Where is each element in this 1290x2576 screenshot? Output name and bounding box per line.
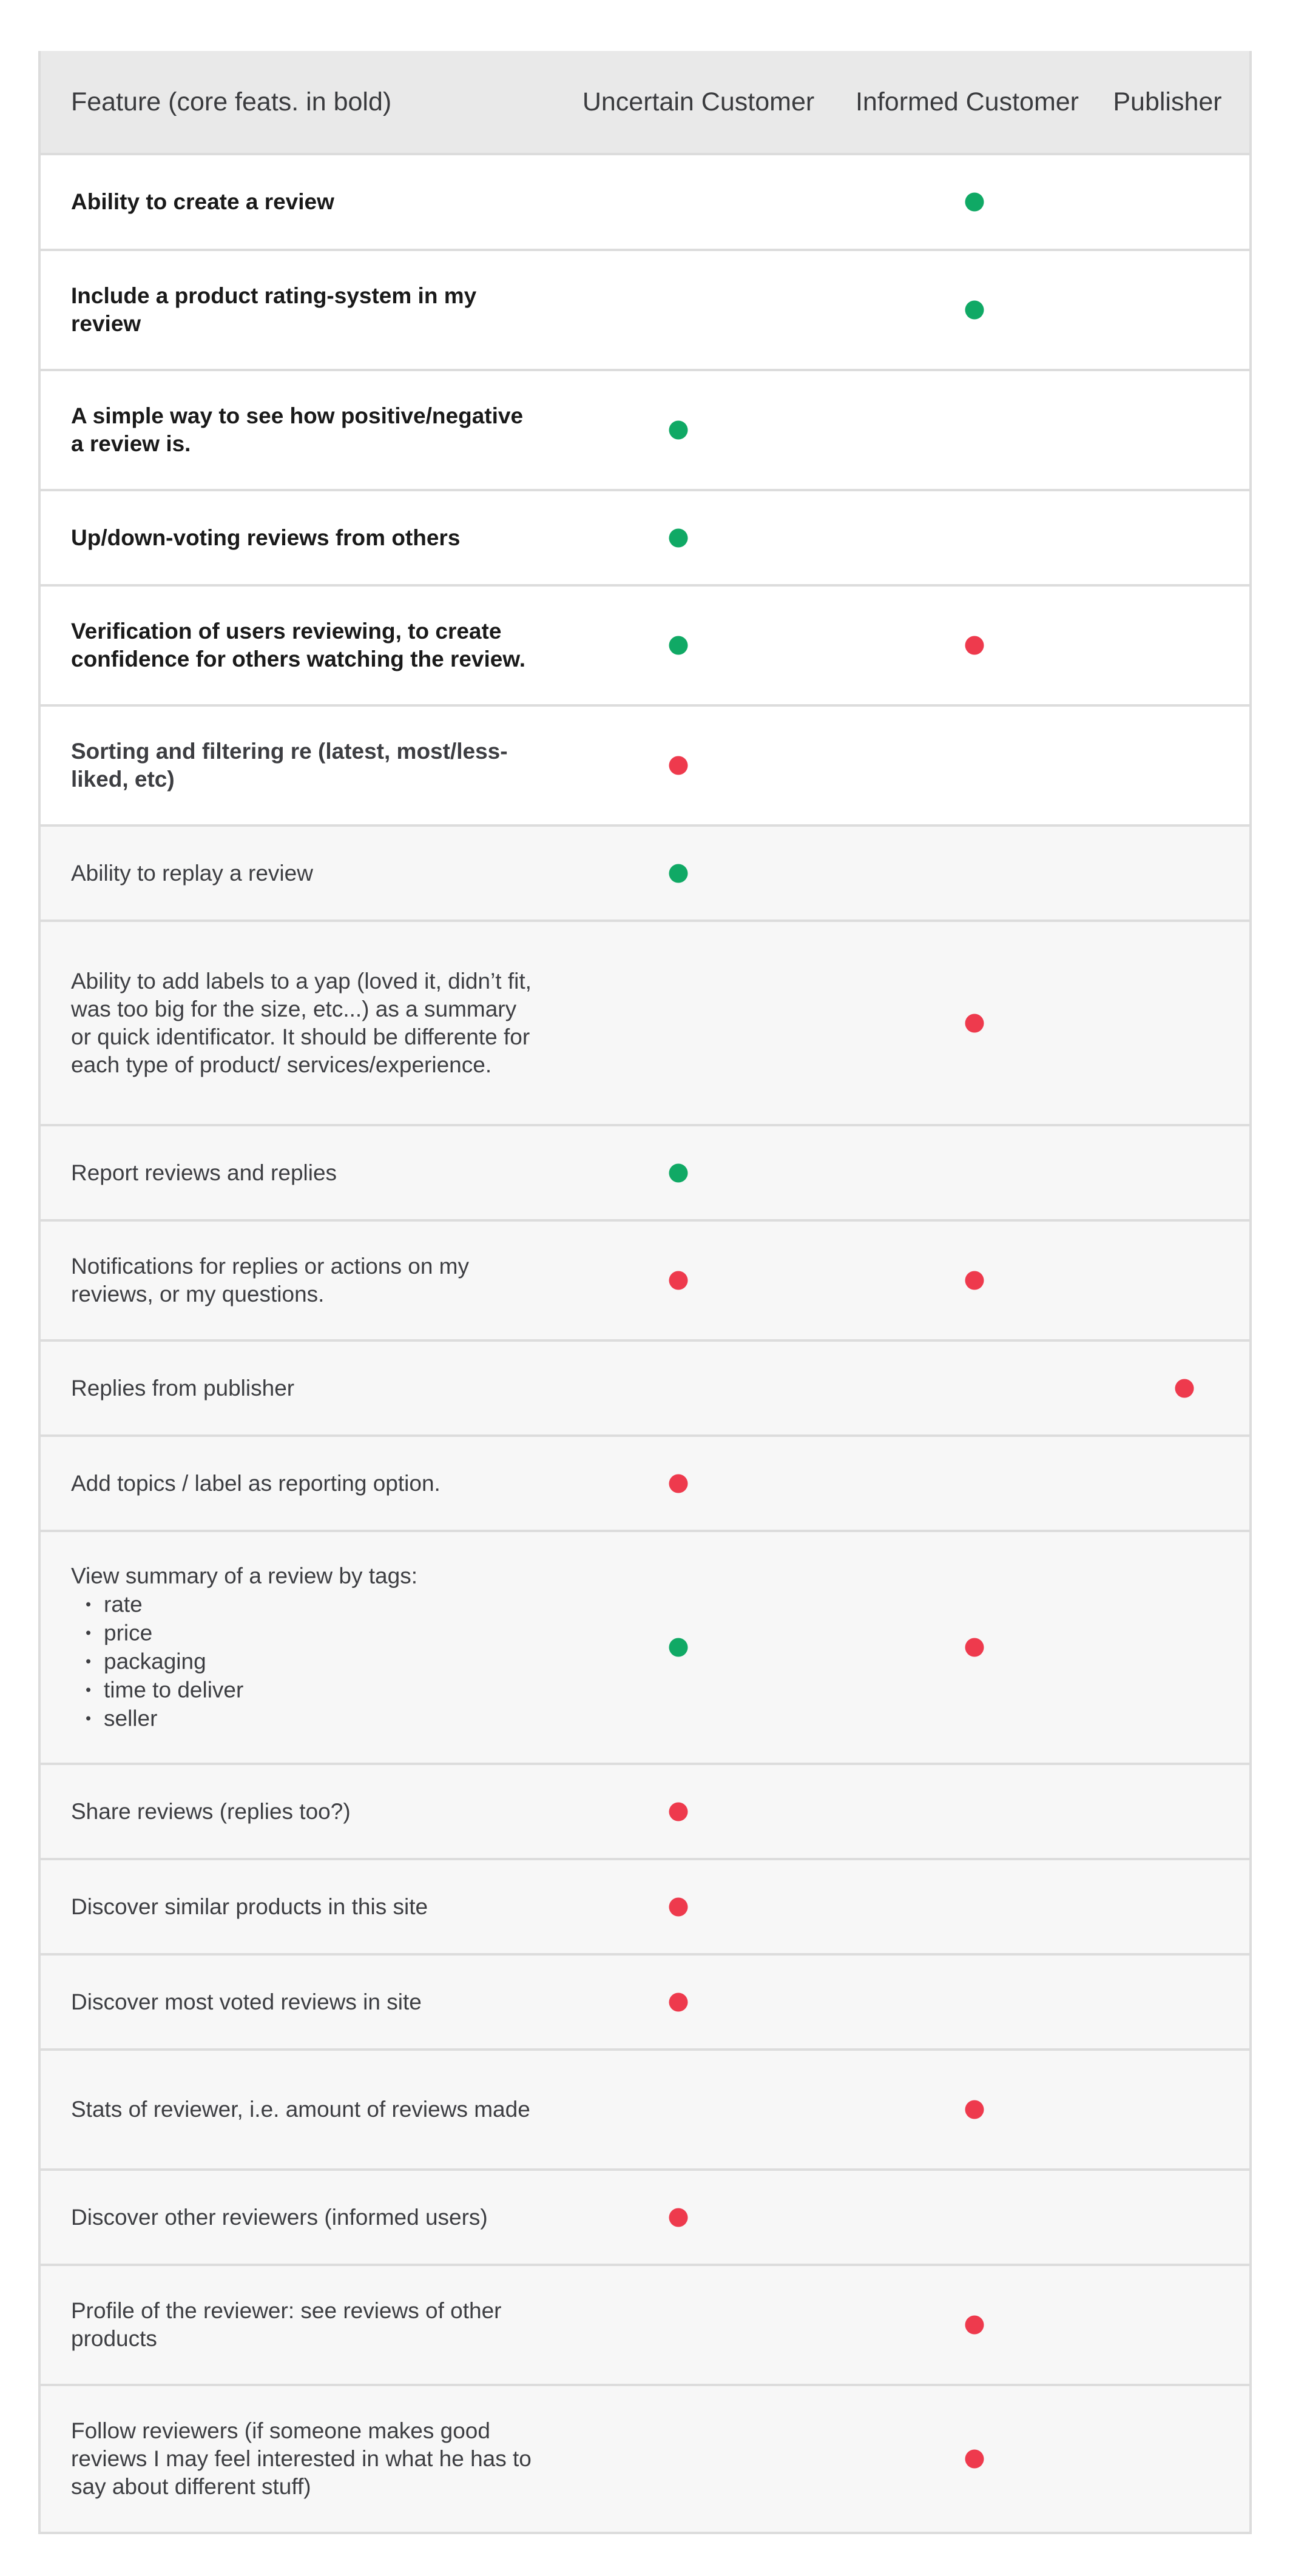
table-row xyxy=(41,707,1249,827)
feature-label xyxy=(71,2417,532,2501)
table-row xyxy=(41,827,1249,922)
red-dot-uncertain-customer xyxy=(669,1474,688,1493)
feature-text: Replies from publisher xyxy=(71,1375,295,1401)
table-row xyxy=(41,155,1249,251)
red-dot-uncertain-customer xyxy=(669,756,688,775)
feature-label xyxy=(71,1159,532,1187)
red-dot-publisher xyxy=(1175,1379,1194,1397)
feature-text: View summary of a review by tags: xyxy=(71,1563,417,1589)
feature-label xyxy=(71,282,532,338)
red-dot-uncertain-customer xyxy=(669,1897,688,1916)
red-dot-uncertain-customer xyxy=(669,1271,688,1290)
feature-text: Discover other reviewers (informed users) xyxy=(71,2204,488,2230)
green-dot-uncertain-customer xyxy=(669,421,688,440)
tag-list-item: • seller xyxy=(86,1704,532,1733)
feature-text: Up/down-voting reviews from others xyxy=(71,525,461,550)
feature-label xyxy=(71,617,532,673)
feature-text: Add topics / label as reporting option. xyxy=(71,1470,441,1496)
feature-text: Ability to create a review xyxy=(71,189,334,214)
table-row xyxy=(41,1956,1249,2051)
feature-text: Discover most voted reviews in site xyxy=(71,1989,422,2014)
green-dot-informed-customer xyxy=(965,301,984,320)
table-row xyxy=(41,1860,1249,1956)
feature-text: Profile of the reviewer: see reviews of other products xyxy=(71,2298,502,2351)
green-dot-informed-customer xyxy=(965,193,984,212)
feature-text: Ability to add labels to a yap (loved it, didn’t fit, was too big for the size, etc...) as a summary or quick identificator. It should be differente for each type of product/ services/experience. xyxy=(71,968,532,1077)
table-row xyxy=(41,1765,1249,1860)
tag-list xyxy=(71,1590,532,1733)
header-informed-customer: Informed Customer xyxy=(855,87,1079,116)
red-dot-informed-customer xyxy=(965,2316,984,2335)
feature-text: Share reviews (replies too?) xyxy=(71,1798,351,1824)
feature-label xyxy=(71,1988,532,2016)
feature-label xyxy=(71,402,532,458)
feature-text: Ability to replay a review xyxy=(71,860,313,886)
feature-label xyxy=(71,967,532,1079)
table-row xyxy=(41,2386,1249,2532)
feature-label xyxy=(71,2297,532,2353)
red-dot-uncertain-customer xyxy=(669,1993,688,2011)
red-dot-informed-customer xyxy=(965,636,984,655)
feature-text: Report reviews and replies xyxy=(71,1160,337,1185)
feature-label xyxy=(71,1798,532,1826)
feature-text: A simple way to see how positive/negative a review is. xyxy=(71,403,524,456)
feature-text: Sorting and filtering re (latest, most/less-liked, etc) xyxy=(71,739,508,792)
feature-label xyxy=(71,1562,532,1733)
table-row xyxy=(41,1222,1249,1342)
table-row xyxy=(41,1437,1249,1532)
feature-label xyxy=(71,859,532,887)
table-row xyxy=(41,251,1249,371)
table-row xyxy=(41,2051,1249,2171)
green-dot-uncertain-customer xyxy=(669,864,688,883)
table-row xyxy=(41,2266,1249,2386)
feature-label xyxy=(71,1893,532,1921)
green-dot-uncertain-customer xyxy=(669,1163,688,1182)
red-dot-informed-customer xyxy=(965,1638,984,1657)
feature-label xyxy=(71,188,532,216)
feature-label xyxy=(71,1253,532,1308)
red-dot-informed-customer xyxy=(965,2100,984,2119)
tag-list-item: • price xyxy=(86,1619,532,1647)
red-dot-uncertain-customer xyxy=(669,2208,688,2227)
table-row xyxy=(41,1342,1249,1437)
feature-text: Notifications for replies or actions on my reviews, or my questions. xyxy=(71,1254,469,1306)
green-dot-uncertain-customer xyxy=(669,528,688,547)
feature-label xyxy=(71,738,532,793)
feature-label xyxy=(71,1374,532,1402)
red-dot-informed-customer xyxy=(965,2450,984,2469)
feature-text: Stats of reviewer, i.e. amount of reviews made xyxy=(71,2097,530,2122)
feature-label xyxy=(71,1470,532,1498)
tag-list-item: • rate xyxy=(86,1590,532,1619)
tag-list-item: • time to deliver xyxy=(86,1676,532,1704)
table-row xyxy=(41,922,1249,1126)
table-row xyxy=(41,491,1249,587)
table-body xyxy=(41,155,1249,2532)
feature-table xyxy=(38,51,1252,2534)
table-row xyxy=(41,587,1249,707)
green-dot-uncertain-customer xyxy=(669,636,688,655)
table-row xyxy=(41,1532,1249,1765)
red-dot-informed-customer xyxy=(965,1271,984,1290)
header-publisher: Publisher xyxy=(1113,87,1222,116)
feature-text: Follow reviewers (if someone makes good reviews I may feel interested in what he has to say about different stuff) xyxy=(71,2418,532,2499)
feature-label xyxy=(71,524,532,552)
feature-label xyxy=(71,2096,532,2124)
feature-text: Verification of users reviewing, to create confidence for others watching the review. xyxy=(71,619,526,671)
header-uncertain-customer: Uncertain Customer xyxy=(582,87,815,116)
red-dot-uncertain-customer xyxy=(669,1802,688,1821)
feature-label xyxy=(71,2204,532,2231)
table-row xyxy=(41,371,1249,491)
table-row xyxy=(41,2171,1249,2266)
red-dot-informed-customer xyxy=(965,1014,984,1032)
header-feature: Feature (core feats. in bold) xyxy=(71,87,392,116)
table-header xyxy=(41,51,1249,155)
feature-text: Discover similar products in this site xyxy=(71,1894,428,1919)
feature-text: Include a product rating-system in my review xyxy=(71,283,477,336)
green-dot-uncertain-customer xyxy=(669,1638,688,1657)
table-row xyxy=(41,1126,1249,1222)
tag-list-item: • packaging xyxy=(86,1647,532,1676)
